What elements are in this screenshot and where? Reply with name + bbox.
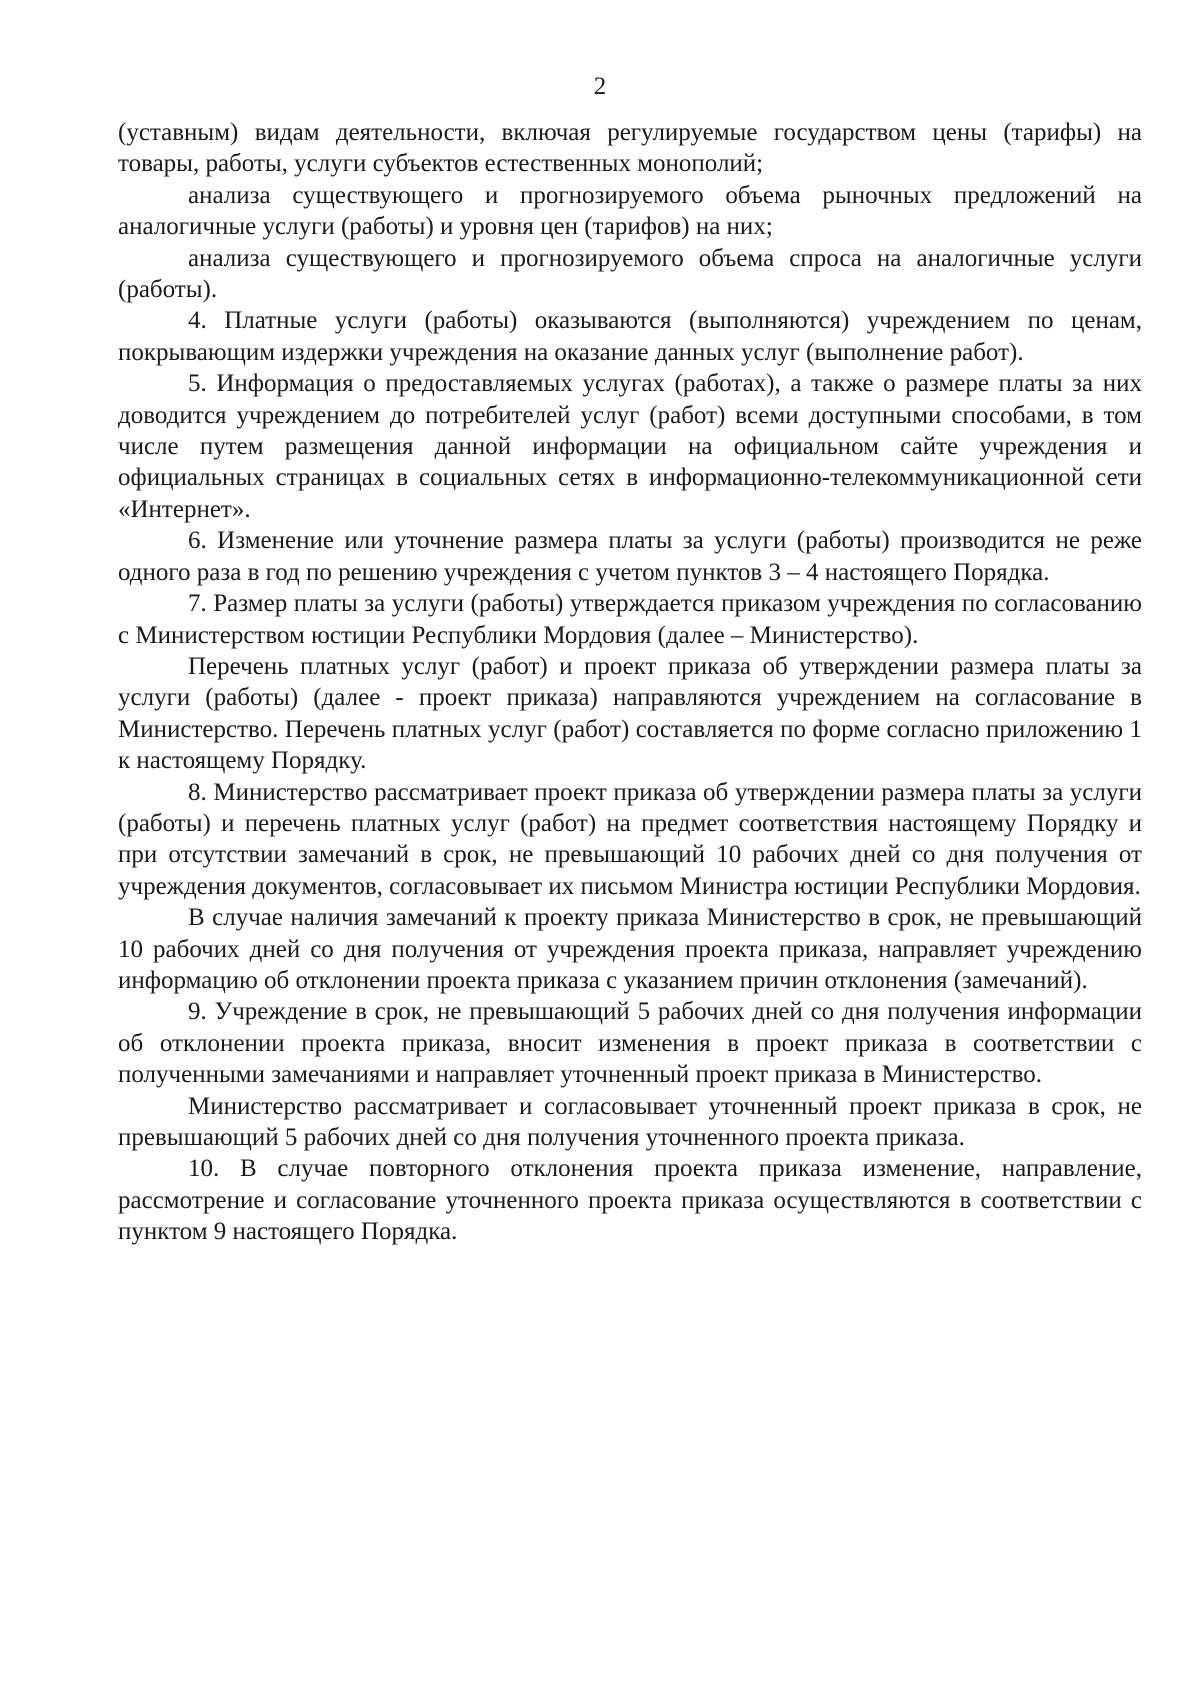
paragraph-market-analysis: анализа существующего и прогнозируемого объема рыночных предложений на аналогичные услуги (работы) и уровня цен (тарифов) на них; (118, 181, 1142, 241)
paragraph-item-10: 10. В случае повторного отклонения проекта приказа изменение, направление, рассмотрение и согласование уточненного проекта приказа осуществляются в соответствии с пунктом 9 настоящего Порядка. (118, 1155, 1142, 1246)
paragraph-item-9: 9. Учреждение в срок, не превышающий 5 рабочих дней со дня получения информации об отклонении проекта приказа, вносит изменения в проект приказа в соответствии с полученными замечаниями и направляет уточненный проект приказа в Министерство. (118, 998, 1142, 1089)
paragraph-demand-analysis: анализа существующего и прогнозируемого объема спроса на аналогичные услуги (работы). (118, 244, 1142, 304)
page-number: 2 (593, 73, 607, 100)
document-body (118, 117, 1142, 1248)
paragraph-item-5: 5. Информация о предоставляемых услугах (работах), а также о размере платы за них доводится учреждением до потребителей услуг (работ) всеми доступными способами, в том числе путем размещения данной информации на официальном сайте учреждения и официальных страницах в социальных сетях в информационно-телекоммуникационной сети «Интернет». (118, 370, 1142, 523)
paragraph-item-8: 8. Министерство рассматривает проект приказа об утверждении размера платы за услуги (работы) и перечень платных услуг (работ) на предмет соответствия настоящему Порядку и при отсутствии замечаний в срок, не превышающий 10 рабочих дней со дня получения от учреждения документов, согласовывает их письмом Министра юстиции Республики Мордовия. (118, 778, 1142, 900)
paragraph-item-7-list: Перечень платных услуг (работ) и проект приказа об утверждении размера платы за услуги (работы) (далее - проект приказа) направляются учреждением на согласование в Министерство. Перечень платных услуг (работ) составляется по форме согласно приложению 1 к настоящему Порядку. (118, 652, 1142, 775)
paragraph-continuation: (уставным) видам деятельности, включая регулируемые государством цены (тарифы) на товары, работы, услуги субъектов естественных монополий; (118, 119, 1142, 178)
paragraph-item-4: 4. Платные услуги (работы) оказываются (выполняются) учреждением по ценам, покрывающим издержки учреждения на оказание данных услуг (выполнение работ). (118, 307, 1142, 366)
paragraph-item-7: 7. Размер платы за услуги (работы) утверждается приказом учреждения по согласованию с Министерством юстиции Республики Мордовия (далее – Министерство). (118, 590, 1142, 649)
paragraph-item-9-approval: Министерство рассматривает и согласовывает уточненный проект приказа в срок, не превышающий 5 рабочих дней со дня получения уточненного проекта приказа. (118, 1092, 1142, 1151)
paragraph-item-8-remarks: В случае наличия замечаний к проекту приказа Министерство в срок, не превышающий 10 рабочих дней со дня получения от учреждения проекта приказа, направляет учреждению информацию об отклонении проекта приказа с указанием причин отклонения (замечаний). (118, 904, 1142, 994)
paragraph-item-6: 6. Изменение или уточнение размера платы за услуги (работы) производится не реже одного раза в год по решению учреждения с учетом пунктов 3 – 4 настоящего Порядка. (118, 527, 1142, 586)
